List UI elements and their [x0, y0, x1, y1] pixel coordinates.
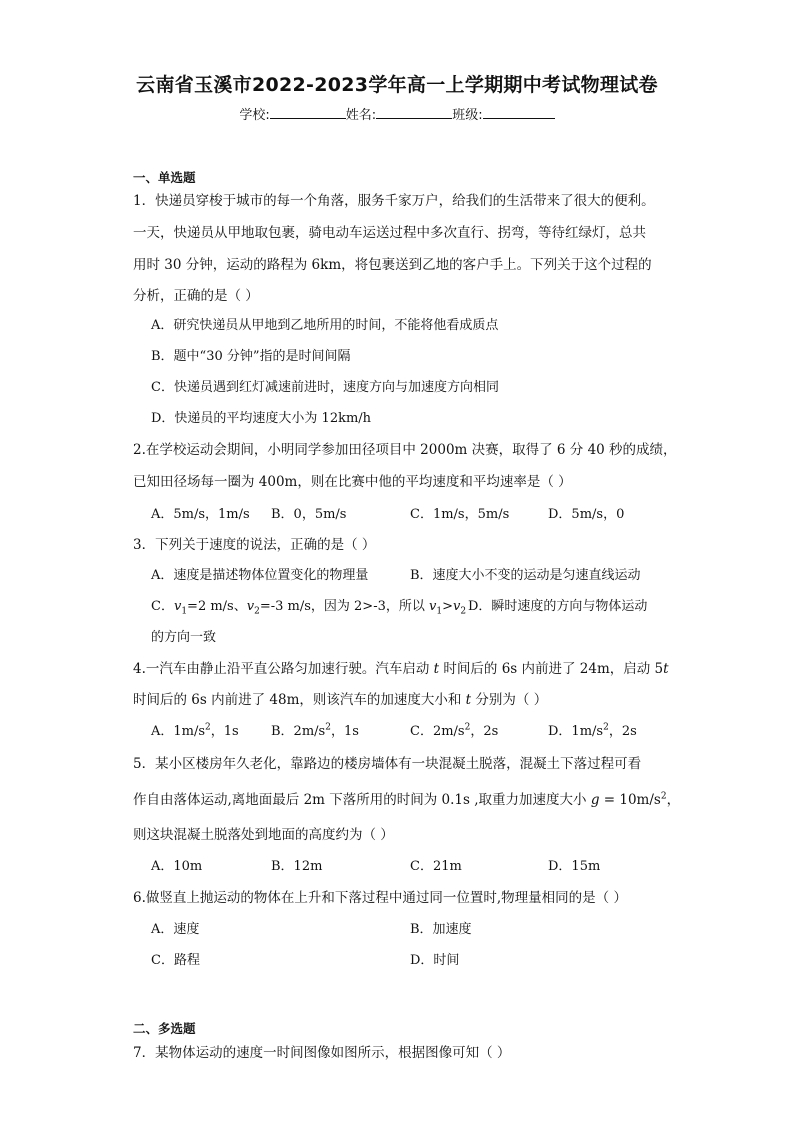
- q1-option-d: D．快递员的平均速度大小为 12km/h: [151, 411, 372, 426]
- q6-option-d: D．时间: [410, 953, 460, 968]
- q1-line-4: 分析，正确的是（ ）: [133, 288, 259, 304]
- name-blank[interactable]: [376, 106, 452, 119]
- q1-option-b: B．题中“30 分钟”指的是时间间隔: [151, 349, 351, 364]
- q6-option-c: C．路程: [151, 953, 200, 968]
- q1-option-c: C．快递员遇到红灯减速前进时，速度方向与加速度方向相同: [151, 380, 499, 395]
- q6-line-1: 6.做竖直上抛运动的物体在上升和下落过程中通过同一位置时,物理量相同的是（ ）: [133, 890, 627, 906]
- q2-option-c: C．1m/s，5m/s: [410, 507, 510, 522]
- class-label: 班级:: [452, 108, 483, 123]
- q1-option-a: A．研究快递员从甲地到乙地所用的时间，不能将他看成质点: [151, 318, 499, 333]
- q3-line-1: 3．下列关于速度的说法，正确的是（ ）: [133, 537, 376, 553]
- q2-option-d: D．5m/s，0: [548, 507, 625, 522]
- q2-line-2: 已知田径场每一圈为 400m，则在比赛中他的平均速度和平均速率是（ ）: [133, 474, 572, 490]
- q3-option-b: B．速度大小不变的运动是匀速直线运动: [410, 568, 641, 583]
- q5-line-2: 作自由落体运动,离地面最后 2m 下落所用的时间为 0.1s ,取重力加速度大小 $g = 10m/s^2$，: [133, 791, 681, 808]
- q1-line-3: 用时 30 分钟，运动的路程为 6km，将包裹送到乙地的客户手上。下列关于这个过程的: [133, 257, 652, 273]
- q2-line-1: 2.在学校运动会期间，小明同学参加田径项目中 2000m 决赛，取得了 6 分 40 秒的成绩，: [133, 442, 677, 458]
- q4-option-a: A．$1m/s^2$，1s: [151, 722, 239, 739]
- q4-line-1: 4.一汽车由静止沿平直公路匀加速行驶。汽车启动 t 时间后的 6s 内前进了 24m，启动 5t: [133, 661, 669, 677]
- q1-line-1: 1．快递员穿梭于城市的每一个角落，服务千家万户，给我们的生活带来了很大的便利。: [133, 193, 655, 209]
- q5-option-a: A．10m: [151, 859, 203, 874]
- q3-option-d-continued: 的方向一致: [151, 630, 217, 645]
- class-blank[interactable]: [483, 106, 555, 119]
- q4-option-c: C．$2m/s^2$，2s: [410, 722, 499, 739]
- exam-title: 云南省玉溪市2022-2023学年高一上学期期中考试物理试卷: [136, 74, 658, 96]
- section-heading-single-choice: 一、单选题: [133, 170, 196, 185]
- student-info-line: [0, 104, 794, 123]
- school-label: 学校:: [239, 108, 270, 123]
- q6-option-a: A．速度: [151, 922, 200, 937]
- q5-option-d: D．15m: [548, 859, 601, 874]
- q4-option-b: B．$2m/s^2$，1s: [271, 722, 359, 739]
- school-blank[interactable]: [270, 106, 346, 119]
- q6-option-b: B．加速度: [410, 922, 472, 937]
- q7-line-1: 7．某物体运动的速度一时间图像如图所示，根据图像可知（ ）: [133, 1045, 511, 1061]
- q4-line-2: 时间后的 6s 内前进了 48m，则该汽车的加速度大小和 t 分别为（ ）: [133, 692, 548, 708]
- q3-option-d: D．瞬时速度的方向与物体运动: [468, 599, 648, 614]
- q5-option-c: C．21m: [410, 859, 462, 874]
- q4-option-d: D．$1m/s^2$，2s: [548, 722, 637, 739]
- q2-option-b: B．0，5m/s: [271, 507, 347, 522]
- section-heading-multiple-choice: 二、多选题: [133, 1021, 196, 1036]
- q2-option-a: A．5m/s，1m/s: [151, 507, 250, 522]
- name-label: 姓名:: [345, 108, 377, 123]
- q5-option-b: B．12m: [271, 859, 323, 874]
- q3-option-c: C．$v_1=2$ m/s、$v_2=-3$ m/s，因为 2>-3，所以 $v_1>v_2$: [151, 599, 467, 617]
- q5-line-1: 5．某小区楼房年久老化，靠路边的楼房墙体有一块混凝土脱落，混凝土下落过程可看: [133, 756, 642, 772]
- q3-option-a: A．速度是描述物体位置变化的物理量: [151, 568, 369, 583]
- q5-line-3: 则这块混凝土脱落处到地面的高度约为（ ）: [133, 827, 394, 843]
- q1-line-2: 一天，快递员从甲地取包裹，骑电动车运送过程中多次直行、拐弯，等待红绿灯，总共: [133, 225, 646, 241]
